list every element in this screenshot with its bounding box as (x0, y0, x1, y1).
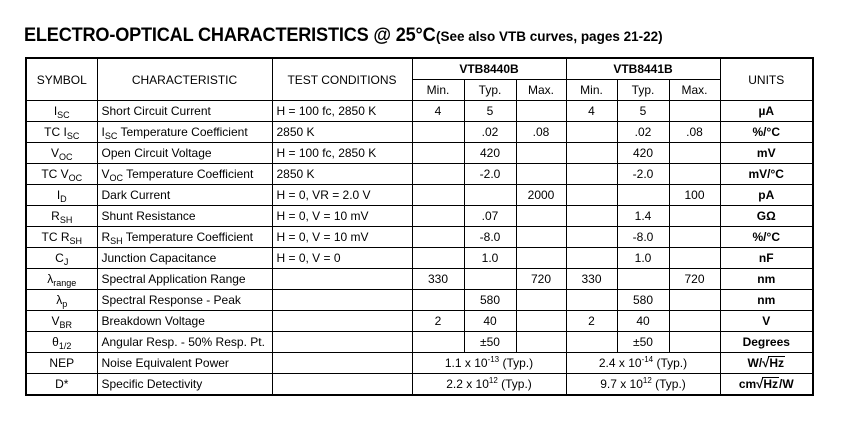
conditions-cell: 2850 K (272, 164, 412, 185)
max-cell: 2000 (516, 185, 566, 206)
header-max: Max. (669, 80, 720, 101)
min-cell (412, 185, 464, 206)
table-row-dstar (26, 374, 813, 396)
header-max: Max. (516, 80, 566, 101)
table-row (26, 164, 813, 185)
header-characteristic: CHARACTERISTIC (97, 58, 272, 101)
min-cell: 330 (412, 269, 464, 290)
table-row (26, 269, 813, 290)
typ-cell: 1.4 (617, 206, 669, 227)
units-cell: nm (720, 290, 813, 311)
characteristic-cell: $R_{SH}$ Temperature Coefficient (97, 227, 272, 248)
typ-cell: 5 (617, 101, 669, 122)
symbol-cell: TC $V_{OC}$ (26, 164, 97, 185)
max-cell (669, 332, 720, 353)
min-cell: 2 (412, 311, 464, 332)
typ-cell: -8.0 (464, 227, 516, 248)
conditions-cell: H = 100 fc, 2850 K (272, 101, 412, 122)
table-row (26, 227, 813, 248)
max-cell: .08 (669, 122, 720, 143)
table-row (26, 332, 813, 353)
min-cell: 4 (412, 101, 464, 122)
max-cell (669, 290, 720, 311)
min-cell: 4 (566, 101, 617, 122)
conditions-cell: H = 0, VR = 2.0 V (272, 185, 412, 206)
page-title (24, 20, 663, 52)
min-cell (412, 143, 464, 164)
units-cell: mV (720, 143, 813, 164)
min-cell (412, 290, 464, 311)
conditions-cell (272, 269, 412, 290)
units-cell: V (720, 311, 813, 332)
symbol-cell: D* (26, 374, 97, 396)
conditions-cell (272, 311, 412, 332)
typ-cell: 40 (464, 311, 516, 332)
max-cell (669, 101, 720, 122)
table-row (26, 143, 813, 164)
value-cell-vtb8440b: 2.2 x $10^{12}$ (Typ.) (412, 374, 566, 396)
typ-cell: 420 (617, 143, 669, 164)
table-body (26, 101, 813, 353)
table-row (26, 206, 813, 227)
max-cell (516, 311, 566, 332)
units-cell: W/√Hz (720, 353, 813, 374)
min-cell (566, 290, 617, 311)
min-cell (412, 227, 464, 248)
max-cell (669, 206, 720, 227)
typ-cell: -8.0 (617, 227, 669, 248)
conditions-cell: H = 0, V = 0 (272, 248, 412, 269)
conditions-cell: H = 100 fc, 2850 K (272, 143, 412, 164)
table-row (26, 122, 813, 143)
units-cell: nm (720, 269, 813, 290)
sqrt-icon: √ (756, 376, 764, 391)
max-cell (669, 164, 720, 185)
header-min: Min. (566, 80, 617, 101)
min-cell (412, 206, 464, 227)
max-cell (516, 332, 566, 353)
title-main: ELECTRO-OPTICAL CHARACTERISTICS @ 25°C (24, 24, 436, 46)
typ-cell: 420 (464, 143, 516, 164)
min-cell (566, 206, 617, 227)
characteristic-cell: Spectral Application Range (97, 269, 272, 290)
units-cell: %/°C (720, 122, 813, 143)
typ-cell: -2.0 (464, 164, 516, 185)
table-row (26, 101, 813, 122)
table-row (26, 185, 813, 206)
characteristic-cell: Angular Resp. - 50% Resp. Pt. (97, 332, 272, 353)
units-cell: µA (720, 101, 813, 122)
symbol-cell: $\lambda_{range}$ (26, 269, 97, 290)
symbol-cell: $C_J$ (26, 248, 97, 269)
header-row-1 (26, 58, 813, 80)
title-subtitle: (See also VTB curves, pages 21-22) (436, 29, 663, 44)
conditions-cell (272, 290, 412, 311)
typ-cell (617, 269, 669, 290)
max-cell (516, 290, 566, 311)
characteristic-cell: $I_{SC}$ Temperature Coefficient (97, 122, 272, 143)
min-cell (412, 332, 464, 353)
header-part-vtb8440b: VTB8440B (412, 58, 566, 80)
characteristic-cell: Short Circuit Current (97, 101, 272, 122)
table-row (26, 290, 813, 311)
typ-cell: ±50 (464, 332, 516, 353)
symbol-cell: $V_{BR}$ (26, 311, 97, 332)
symbol-cell: $V_{OC}$ (26, 143, 97, 164)
max-cell: 100 (669, 185, 720, 206)
characteristic-cell: Open Circuit Voltage (97, 143, 272, 164)
table-row (26, 248, 813, 269)
conditions-cell: 2850 K (272, 122, 412, 143)
max-cell (669, 143, 720, 164)
value-cell-vtb8441b: 9.7 x $10^{12}$ (Typ.) (566, 374, 720, 396)
characteristic-cell: Specific Detectivity (97, 374, 272, 396)
header-units: UNITS (720, 58, 813, 101)
max-cell: .08 (516, 122, 566, 143)
min-cell (412, 164, 464, 185)
characteristic-cell: Spectral Response - Peak (97, 290, 272, 311)
typ-cell: 1.0 (464, 248, 516, 269)
max-cell: 720 (669, 269, 720, 290)
electro-optical-table (25, 57, 814, 396)
min-cell (566, 185, 617, 206)
units-cell: mV/°C (720, 164, 813, 185)
typ-cell: 580 (617, 290, 669, 311)
units-cell: pA (720, 185, 813, 206)
characteristic-cell: $V_{OC}$ Temperature Coefficient (97, 164, 272, 185)
typ-cell: -2.0 (617, 164, 669, 185)
typ-cell: .07 (464, 206, 516, 227)
characteristic-cell: Breakdown Voltage (97, 311, 272, 332)
min-cell (412, 122, 464, 143)
units-cell: GΩ (720, 206, 813, 227)
min-cell (566, 248, 617, 269)
typ-cell: ±50 (617, 332, 669, 353)
min-cell: 2 (566, 311, 617, 332)
min-cell (566, 227, 617, 248)
max-cell (516, 143, 566, 164)
table-row-nep (26, 353, 813, 374)
characteristic-cell: Noise Equivalent Power (97, 353, 272, 374)
max-cell (516, 164, 566, 185)
header-min: Min. (412, 80, 464, 101)
max-cell (669, 248, 720, 269)
symbol-cell: TC $I_{SC}$ (26, 122, 97, 143)
units-cell: %/°C (720, 227, 813, 248)
typ-cell: .02 (617, 122, 669, 143)
symbol-cell: $I_{SC}$ (26, 101, 97, 122)
header-test-conditions: TEST CONDITIONS (272, 58, 412, 101)
value-cell-vtb8440b: 1.1 x $10^{-13}$ (Typ.) (412, 353, 566, 374)
max-cell (669, 227, 720, 248)
min-cell (566, 122, 617, 143)
typ-cell: 580 (464, 290, 516, 311)
conditions-cell (272, 332, 412, 353)
symbol-cell: NEP (26, 353, 97, 374)
conditions-cell (272, 374, 412, 396)
header-typ: Typ. (464, 80, 516, 101)
conditions-cell: H = 0, V = 10 mV (272, 206, 412, 227)
typ-cell: 5 (464, 101, 516, 122)
units-cell: Degrees (720, 332, 813, 353)
max-cell: 720 (516, 269, 566, 290)
typ-cell (617, 185, 669, 206)
header-part-vtb8441b: VTB8441B (566, 58, 720, 80)
characteristic-cell: Dark Current (97, 185, 272, 206)
symbol-cell: $R_{SH}$ (26, 206, 97, 227)
max-cell (516, 227, 566, 248)
conditions-cell (272, 353, 412, 374)
characteristic-cell: Shunt Resistance (97, 206, 272, 227)
min-cell (566, 164, 617, 185)
typ-cell: 40 (617, 311, 669, 332)
max-cell (516, 206, 566, 227)
typ-cell (464, 185, 516, 206)
units-cell: nF (720, 248, 813, 269)
symbol-cell: TC $R_{SH}$ (26, 227, 97, 248)
symbol-cell: $\lambda_p$ (26, 290, 97, 311)
symbol-cell: $I_D$ (26, 185, 97, 206)
table-row (26, 311, 813, 332)
units-cell: cm√Hz/W (720, 374, 813, 396)
value-cell-vtb8441b: 2.4 x $10^{-14}$ (Typ.) (566, 353, 720, 374)
typ-cell: 1.0 (617, 248, 669, 269)
typ-cell: .02 (464, 122, 516, 143)
typ-cell (464, 269, 516, 290)
min-cell (566, 143, 617, 164)
min-cell: 330 (566, 269, 617, 290)
symbol-cell: $\theta_{1/2}$ (26, 332, 97, 353)
max-cell (516, 248, 566, 269)
max-cell (516, 101, 566, 122)
conditions-cell: H = 0, V = 10 mV (272, 227, 412, 248)
max-cell (669, 311, 720, 332)
characteristic-cell: Junction Capacitance (97, 248, 272, 269)
min-cell (566, 332, 617, 353)
sqrt-icon: √ (762, 355, 770, 370)
min-cell (412, 248, 464, 269)
header-symbol: SYMBOL (26, 58, 97, 101)
header-typ: Typ. (617, 80, 669, 101)
